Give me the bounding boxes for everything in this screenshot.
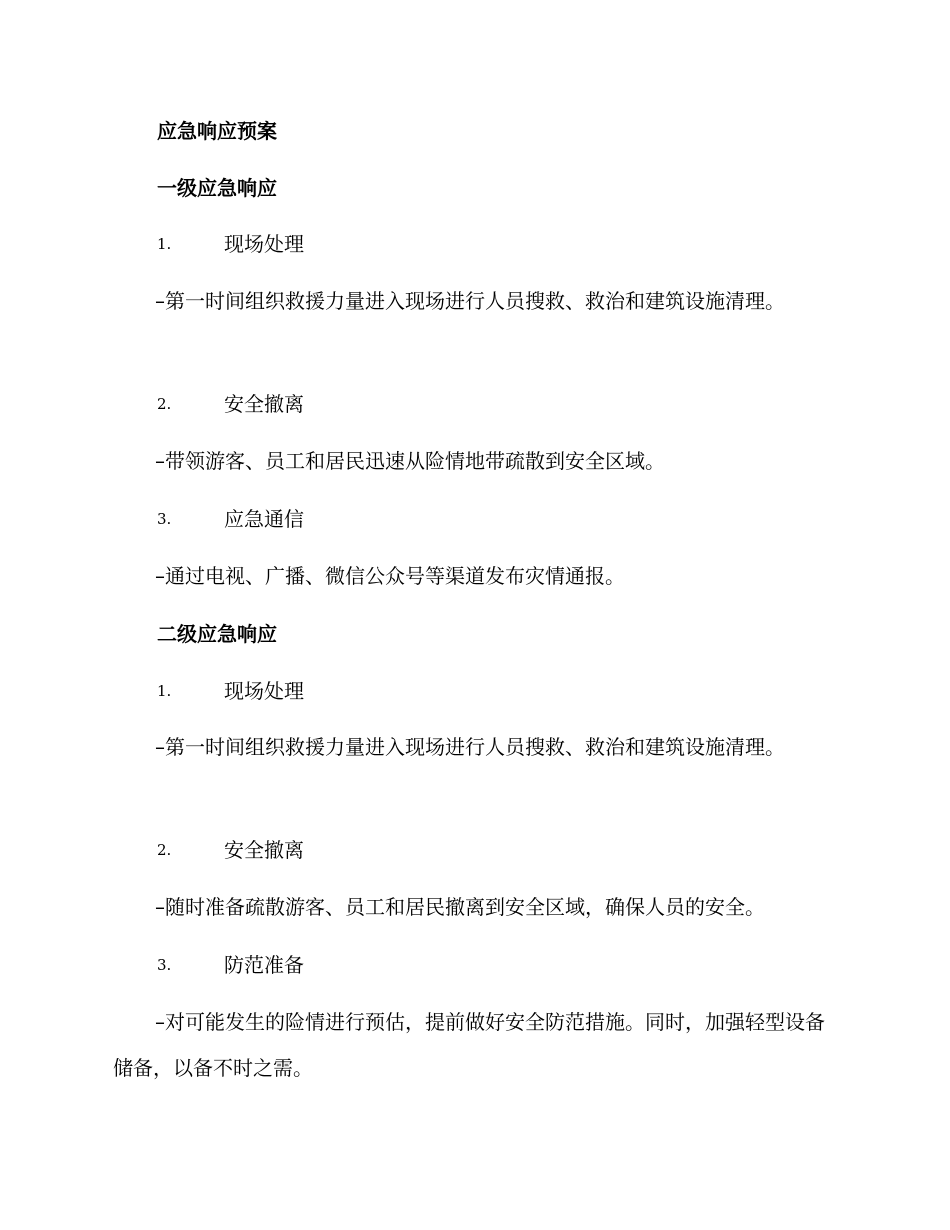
item-description: –对可能发生的险情进行预估，提前做好安全防范措施。同时，加强轻型设备储备，以备不时之需。: [113, 1010, 825, 1080]
item-label: 安全撤离: [224, 392, 304, 416]
section-heading: 二级应急响应: [157, 622, 277, 646]
item-number: 2.: [157, 841, 172, 859]
item-description: –第一时间组织救援力量进入现场进行人员搜救、救治和建筑设施清理。: [155, 735, 785, 759]
item-label: 防范准备: [224, 953, 304, 977]
section-heading: 一级应急响应: [157, 176, 277, 200]
item-number: 1.: [157, 235, 172, 253]
item-number: 3.: [157, 956, 172, 974]
item-number: 2.: [157, 395, 172, 413]
item-description: –带领游客、员工和居民迅速从险情地带疏散到安全区域。: [155, 449, 665, 473]
item-label: 应急通信: [224, 507, 304, 531]
document-title: 应急响应预案: [157, 119, 277, 143]
item-description: –第一时间组织救援力量进入现场进行人员搜救、救治和建筑设施清理。: [155, 289, 785, 313]
item-label: 现场处理: [224, 232, 304, 256]
item-description: –随时准备疏散游客、员工和居民撤离到安全区域，确保人员的安全。: [155, 895, 765, 919]
item-number: 1.: [157, 682, 172, 700]
item-number: 3.: [157, 510, 172, 528]
item-label: 现场处理: [224, 679, 304, 703]
item-label: 安全撤离: [224, 838, 304, 862]
item-description: –通过电视、广播、微信公众号等渠道发布灾情通报。: [155, 564, 625, 588]
